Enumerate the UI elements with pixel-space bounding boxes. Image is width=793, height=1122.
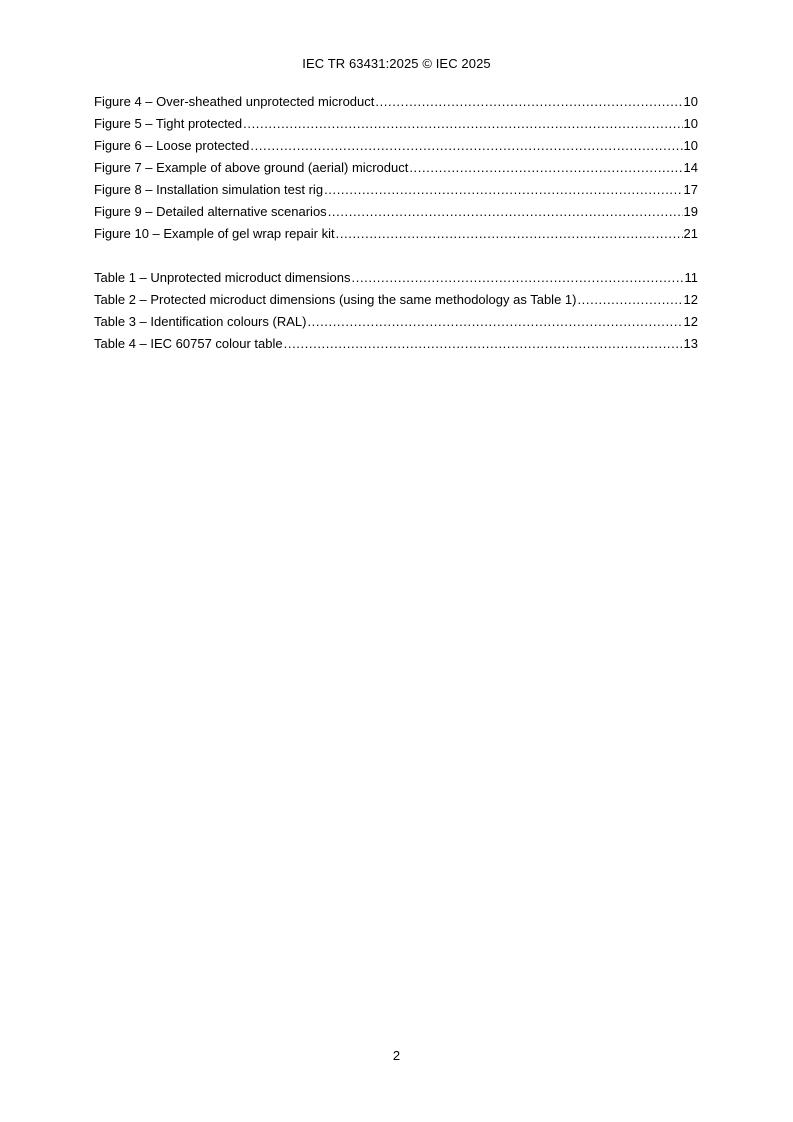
toc-dot-leader [375, 94, 682, 110]
toc-entry-title: Figure 10 – Example of gel wrap repair kit [94, 226, 335, 241]
toc-entry-page: 19 [683, 204, 698, 219]
toc-entry-page: 21 [683, 226, 698, 241]
toc-dot-leader [284, 336, 683, 352]
toc-entry-title: Figure 5 – Tight protected [94, 116, 243, 131]
toc-entry-figure-9[interactable] [94, 204, 698, 226]
toc-entry-figure-7[interactable] [94, 160, 698, 182]
toc-dot-leader [328, 204, 683, 220]
toc-entry-title: Table 3 – Identification colours (RAL) [94, 314, 307, 329]
toc-entry-figure-4[interactable] [94, 94, 698, 116]
toc-entry-page: 10 [683, 116, 698, 131]
toc-entry-title: Table 1 – Unprotected microduct dimensions [94, 270, 351, 285]
toc-dot-leader [352, 270, 684, 286]
list-of-tables [94, 270, 698, 358]
toc-dot-leader [307, 314, 682, 330]
page-number: 2 [392, 1048, 401, 1063]
toc-entry-figure-8[interactable] [94, 182, 698, 204]
toc-dot-leader [577, 292, 682, 308]
toc-dot-leader [324, 182, 682, 198]
toc-dot-leader [336, 226, 683, 242]
toc-entry-page: 12 [683, 292, 698, 307]
toc-entry-title: Table 4 – IEC 60757 colour table [94, 336, 283, 351]
toc-dot-leader [243, 116, 682, 132]
toc-entry-table-3[interactable] [94, 314, 698, 336]
page-header: IEC TR 63431:2025 © IEC 2025 [302, 56, 491, 71]
toc-entry-figure-10[interactable] [94, 226, 698, 248]
toc-dot-leader [250, 138, 682, 154]
toc-dot-leader [409, 160, 682, 176]
list-of-figures [94, 94, 698, 248]
toc-entry-page: 17 [683, 182, 698, 197]
toc-entry-table-2[interactable] [94, 292, 698, 314]
toc-entry-title: Figure 8 – Installation simulation test rig [94, 182, 324, 197]
toc-entry-page: 10 [683, 138, 698, 153]
toc-entry-title: Figure 6 – Loose protected [94, 138, 250, 153]
toc-entry-figure-5[interactable] [94, 116, 698, 138]
toc-entry-title: Table 2 – Protected microduct dimensions (using the same methodology as Table 1) [94, 292, 577, 307]
toc-entry-page: 11 [684, 270, 698, 285]
toc-entry-page: 13 [683, 336, 698, 351]
toc-entry-title: Figure 7 – Example of above ground (aerial) microduct [94, 160, 409, 175]
toc-entry-page: 10 [683, 94, 698, 109]
toc-entry-table-4[interactable] [94, 336, 698, 358]
toc-entry-title: Figure 9 – Detailed alternative scenarios [94, 204, 327, 219]
toc-entry-figure-6[interactable] [94, 138, 698, 160]
toc-entry-page: 12 [683, 314, 698, 329]
toc-entry-page: 14 [683, 160, 698, 175]
toc-entry-title: Figure 4 – Over-sheathed unprotected microduct [94, 94, 375, 109]
toc-entry-table-1[interactable] [94, 270, 698, 292]
